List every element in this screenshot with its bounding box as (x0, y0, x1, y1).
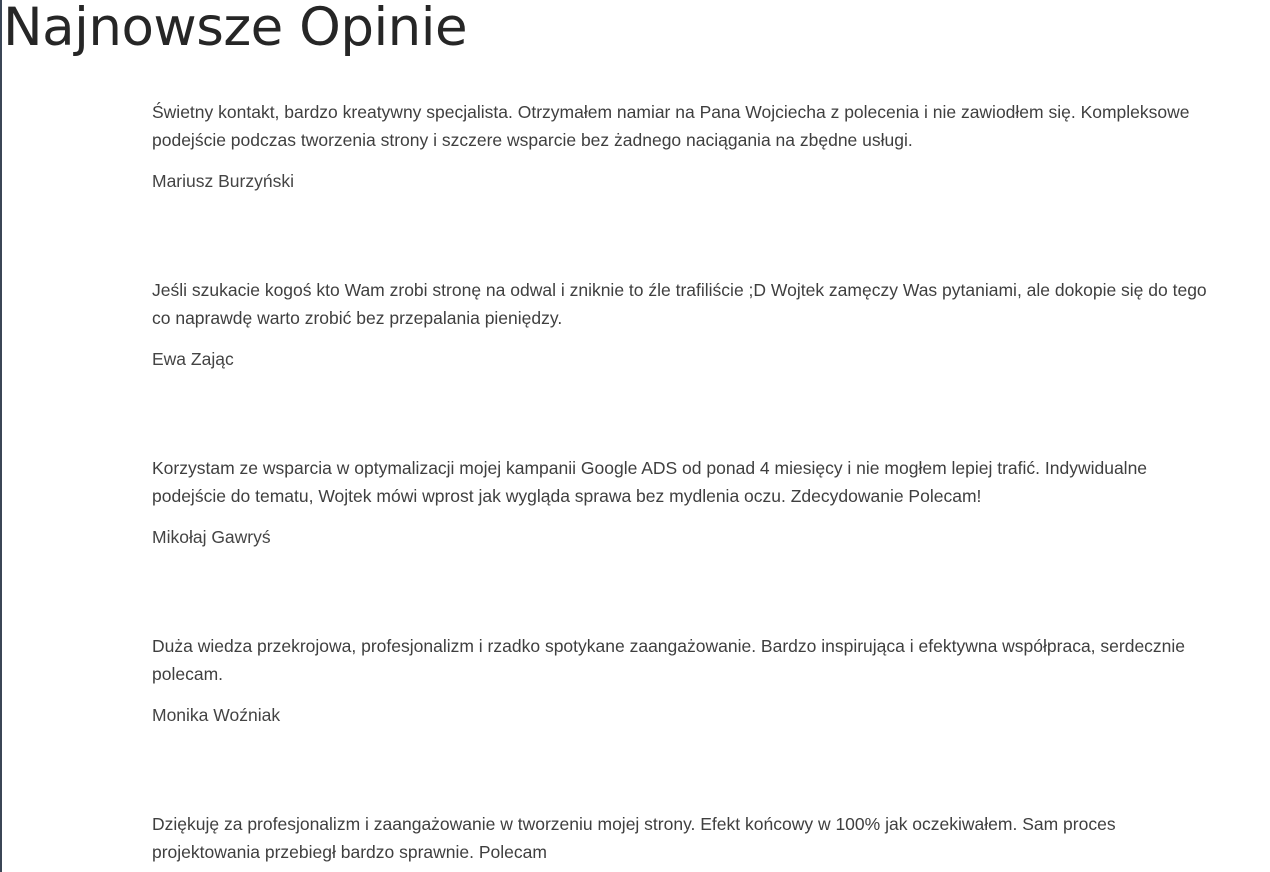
review-item (152, 277, 1210, 455)
review-author: Ewa Zając (152, 349, 234, 369)
review-item (152, 811, 1210, 872)
review-item (152, 99, 1210, 277)
review-text: Jeśli szukacie kogoś kto Wam zrobi stronę na odwal i zniknie to źle trafiliście ;D Wojtek zamęczy Was pytaniami, ale dokopie się do tego co naprawdę warto zrobić bez przepalania pieniędzy. (152, 280, 1207, 328)
review-text: Korzystam ze wsparcia w optymalizacji mojej kampanii Google ADS od ponad 4 miesięcy i nie mogłem lepiej trafić. Indywidualne podejście do tematu, Wojtek mówi wprost jak wygląda sprawa bez mydlenia oczu. Zdecydowanie Polecam! (152, 458, 1148, 506)
review-item (152, 455, 1210, 633)
review-author: Mikołaj Gawryś (152, 527, 271, 547)
review-text: Dziękuję za profesjonalizm i zaangażowanie w tworzeniu mojej strony. Efekt końcowy w 100% jak oczekiwałem. Sam proces projektowania przebiegł bardzo sprawnie. Polecam (152, 814, 1116, 862)
review-item (152, 633, 1210, 811)
left-border-line (0, 0, 2, 872)
page-title: Najnowsze Opinie (3, 0, 468, 58)
review-author: Mariusz Burzyński (152, 171, 294, 191)
reviews-list (152, 99, 1210, 872)
review-text: Duża wiedza przekrojowa, profesjonalizm i rzadko spotykane zaangażowanie. Bardzo inspirująca i efektywna współpraca, serdecznie polecam. (152, 636, 1186, 684)
review-text: Świetny kontakt, bardzo kreatywny specjalista. Otrzymałem namiar na Pana Wojciecha z polecenia i nie zawiodłem się. Kompleksowe podejście podczas tworzenia strony i szczere wsparcie bez żadnego naciągania na zbędne usługi. (152, 102, 1190, 150)
review-author: Monika Woźniak (152, 705, 281, 725)
